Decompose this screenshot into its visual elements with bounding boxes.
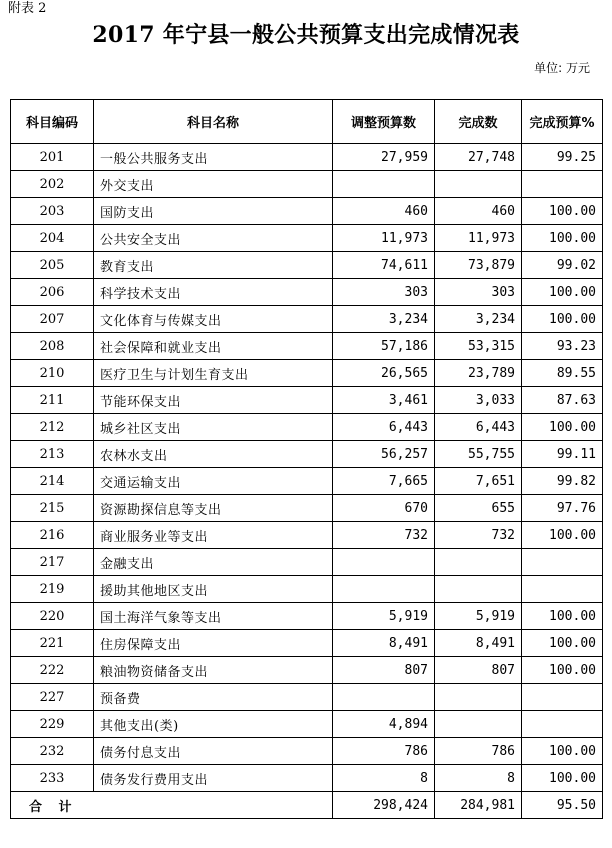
row-code: 232 bbox=[11, 738, 94, 765]
table-row bbox=[11, 522, 603, 549]
row-adjusted: 7,665 bbox=[333, 468, 435, 495]
row-code: 220 bbox=[11, 603, 94, 630]
table-row bbox=[11, 171, 603, 198]
table-row bbox=[11, 252, 603, 279]
row-rate: 87.63 bbox=[522, 387, 603, 414]
row-code: 203 bbox=[11, 198, 94, 225]
row-completed: 55,755 bbox=[435, 441, 522, 468]
row-name: 国防支出 bbox=[94, 198, 333, 225]
table-row bbox=[11, 765, 603, 792]
row-code: 204 bbox=[11, 225, 94, 252]
row-adjusted: 8,491 bbox=[333, 630, 435, 657]
row-name: 交通运输支出 bbox=[94, 468, 333, 495]
row-adjusted bbox=[333, 576, 435, 603]
row-code: 227 bbox=[11, 684, 94, 711]
row-completed: 3,033 bbox=[435, 387, 522, 414]
table-row bbox=[11, 549, 603, 576]
row-name: 住房保障支出 bbox=[94, 630, 333, 657]
row-name: 金融支出 bbox=[94, 549, 333, 576]
row-rate bbox=[522, 684, 603, 711]
row-rate: 100.00 bbox=[522, 657, 603, 684]
row-code: 221 bbox=[11, 630, 94, 657]
row-name: 资源勘探信息等支出 bbox=[94, 495, 333, 522]
row-completed bbox=[435, 684, 522, 711]
row-completed: 23,789 bbox=[435, 360, 522, 387]
row-code: 213 bbox=[11, 441, 94, 468]
table-row bbox=[11, 630, 603, 657]
table-row bbox=[11, 603, 603, 630]
row-code: 222 bbox=[11, 657, 94, 684]
row-name: 商业服务业等支出 bbox=[94, 522, 333, 549]
row-code: 206 bbox=[11, 279, 94, 306]
row-name: 农林水支出 bbox=[94, 441, 333, 468]
row-rate: 100.00 bbox=[522, 279, 603, 306]
table-row bbox=[11, 495, 603, 522]
row-name: 公共安全支出 bbox=[94, 225, 333, 252]
row-code: 215 bbox=[11, 495, 94, 522]
row-code: 210 bbox=[11, 360, 94, 387]
row-adjusted bbox=[333, 684, 435, 711]
header-completed: 完成数 bbox=[435, 100, 522, 144]
row-adjusted: 3,234 bbox=[333, 306, 435, 333]
row-completed: 655 bbox=[435, 495, 522, 522]
row-completed: 732 bbox=[435, 522, 522, 549]
row-rate: 100.00 bbox=[522, 765, 603, 792]
total-label: 合 计 bbox=[11, 792, 333, 819]
row-adjusted: 732 bbox=[333, 522, 435, 549]
row-name: 粮油物资储备支出 bbox=[94, 657, 333, 684]
row-completed: 786 bbox=[435, 738, 522, 765]
row-name: 债务付息支出 bbox=[94, 738, 333, 765]
table-row bbox=[11, 711, 603, 738]
row-completed: 303 bbox=[435, 279, 522, 306]
row-rate: 100.00 bbox=[522, 522, 603, 549]
row-completed bbox=[435, 711, 522, 738]
row-rate: 99.25 bbox=[522, 144, 603, 171]
row-adjusted: 460 bbox=[333, 198, 435, 225]
row-completed: 5,919 bbox=[435, 603, 522, 630]
row-code: 211 bbox=[11, 387, 94, 414]
row-rate bbox=[522, 711, 603, 738]
header-rate: 完成预算% bbox=[522, 100, 603, 144]
total-completed: 284,981 bbox=[435, 792, 522, 819]
table-row bbox=[11, 738, 603, 765]
row-rate: 100.00 bbox=[522, 414, 603, 441]
table-row bbox=[11, 441, 603, 468]
row-rate: 93.23 bbox=[522, 333, 603, 360]
row-code: 202 bbox=[11, 171, 94, 198]
row-adjusted bbox=[333, 171, 435, 198]
row-rate: 99.82 bbox=[522, 468, 603, 495]
row-completed: 3,234 bbox=[435, 306, 522, 333]
row-adjusted: 4,894 bbox=[333, 711, 435, 738]
unit-label: 单位: 万元 bbox=[534, 61, 590, 75]
row-rate: 100.00 bbox=[522, 630, 603, 657]
row-name: 国土海洋气象等支出 bbox=[94, 603, 333, 630]
total-adjusted: 298,424 bbox=[333, 792, 435, 819]
row-adjusted: 11,973 bbox=[333, 225, 435, 252]
row-completed: 6,443 bbox=[435, 414, 522, 441]
table-row bbox=[11, 198, 603, 225]
row-completed bbox=[435, 576, 522, 603]
row-rate: 100.00 bbox=[522, 198, 603, 225]
row-code: 207 bbox=[11, 306, 94, 333]
table-row bbox=[11, 333, 603, 360]
row-adjusted: 5,919 bbox=[333, 603, 435, 630]
row-code: 205 bbox=[11, 252, 94, 279]
row-name: 科学技术支出 bbox=[94, 279, 333, 306]
row-adjusted: 786 bbox=[333, 738, 435, 765]
row-completed: 53,315 bbox=[435, 333, 522, 360]
row-completed: 11,973 bbox=[435, 225, 522, 252]
annex-label: 附表 2 bbox=[8, 1, 47, 16]
row-name: 债务发行费用支出 bbox=[94, 765, 333, 792]
row-name: 援助其他地区支出 bbox=[94, 576, 333, 603]
row-name: 其他支出(类) bbox=[94, 711, 333, 738]
row-name: 节能环保支出 bbox=[94, 387, 333, 414]
table-row bbox=[11, 306, 603, 333]
table-row bbox=[11, 468, 603, 495]
row-adjusted: 26,565 bbox=[333, 360, 435, 387]
row-rate: 100.00 bbox=[522, 738, 603, 765]
budget-table bbox=[10, 99, 603, 819]
row-adjusted: 303 bbox=[333, 279, 435, 306]
row-rate: 100.00 bbox=[522, 225, 603, 252]
header-row bbox=[11, 100, 603, 144]
page-title: 2017 年宁县一般公共预算支出完成情况表 bbox=[92, 22, 520, 48]
row-rate: 89.55 bbox=[522, 360, 603, 387]
header-code: 科目编码 bbox=[11, 100, 94, 144]
header-name: 科目名称 bbox=[94, 100, 333, 144]
total-row bbox=[11, 792, 603, 819]
row-code: 229 bbox=[11, 711, 94, 738]
table-body bbox=[11, 144, 603, 792]
row-completed: 7,651 bbox=[435, 468, 522, 495]
total-rate: 95.50 bbox=[522, 792, 603, 819]
row-code: 219 bbox=[11, 576, 94, 603]
row-name: 医疗卫生与计划生育支出 bbox=[94, 360, 333, 387]
row-code: 216 bbox=[11, 522, 94, 549]
row-name: 文化体育与传媒支出 bbox=[94, 306, 333, 333]
row-rate: 100.00 bbox=[522, 603, 603, 630]
table-row bbox=[11, 576, 603, 603]
row-adjusted: 27,959 bbox=[333, 144, 435, 171]
table-row bbox=[11, 387, 603, 414]
row-adjusted: 56,257 bbox=[333, 441, 435, 468]
row-rate: 99.11 bbox=[522, 441, 603, 468]
table-row bbox=[11, 279, 603, 306]
row-adjusted: 807 bbox=[333, 657, 435, 684]
table-row bbox=[11, 225, 603, 252]
row-code: 233 bbox=[11, 765, 94, 792]
row-adjusted: 8 bbox=[333, 765, 435, 792]
row-code: 208 bbox=[11, 333, 94, 360]
row-rate: 97.76 bbox=[522, 495, 603, 522]
table-row bbox=[11, 657, 603, 684]
row-name: 社会保障和就业支出 bbox=[94, 333, 333, 360]
row-rate: 100.00 bbox=[522, 306, 603, 333]
row-name: 预备费 bbox=[94, 684, 333, 711]
table-row bbox=[11, 414, 603, 441]
row-completed: 460 bbox=[435, 198, 522, 225]
row-name: 教育支出 bbox=[94, 252, 333, 279]
row-name: 一般公共服务支出 bbox=[94, 144, 333, 171]
row-rate bbox=[522, 549, 603, 576]
row-adjusted bbox=[333, 549, 435, 576]
row-completed: 27,748 bbox=[435, 144, 522, 171]
table-row bbox=[11, 360, 603, 387]
row-code: 217 bbox=[11, 549, 94, 576]
row-code: 214 bbox=[11, 468, 94, 495]
row-code: 201 bbox=[11, 144, 94, 171]
row-completed: 8 bbox=[435, 765, 522, 792]
row-completed: 73,879 bbox=[435, 252, 522, 279]
row-rate bbox=[522, 171, 603, 198]
row-adjusted: 57,186 bbox=[333, 333, 435, 360]
row-completed: 807 bbox=[435, 657, 522, 684]
row-completed: 8,491 bbox=[435, 630, 522, 657]
row-adjusted: 670 bbox=[333, 495, 435, 522]
row-adjusted: 74,611 bbox=[333, 252, 435, 279]
row-adjusted: 6,443 bbox=[333, 414, 435, 441]
row-completed bbox=[435, 549, 522, 576]
row-rate bbox=[522, 576, 603, 603]
row-name: 城乡社区支出 bbox=[94, 414, 333, 441]
row-name: 外交支出 bbox=[94, 171, 333, 198]
row-rate: 99.02 bbox=[522, 252, 603, 279]
row-code: 212 bbox=[11, 414, 94, 441]
row-adjusted: 3,461 bbox=[333, 387, 435, 414]
row-completed bbox=[435, 171, 522, 198]
header-adjusted: 调整预算数 bbox=[333, 100, 435, 144]
table-row bbox=[11, 684, 603, 711]
table-row bbox=[11, 144, 603, 171]
